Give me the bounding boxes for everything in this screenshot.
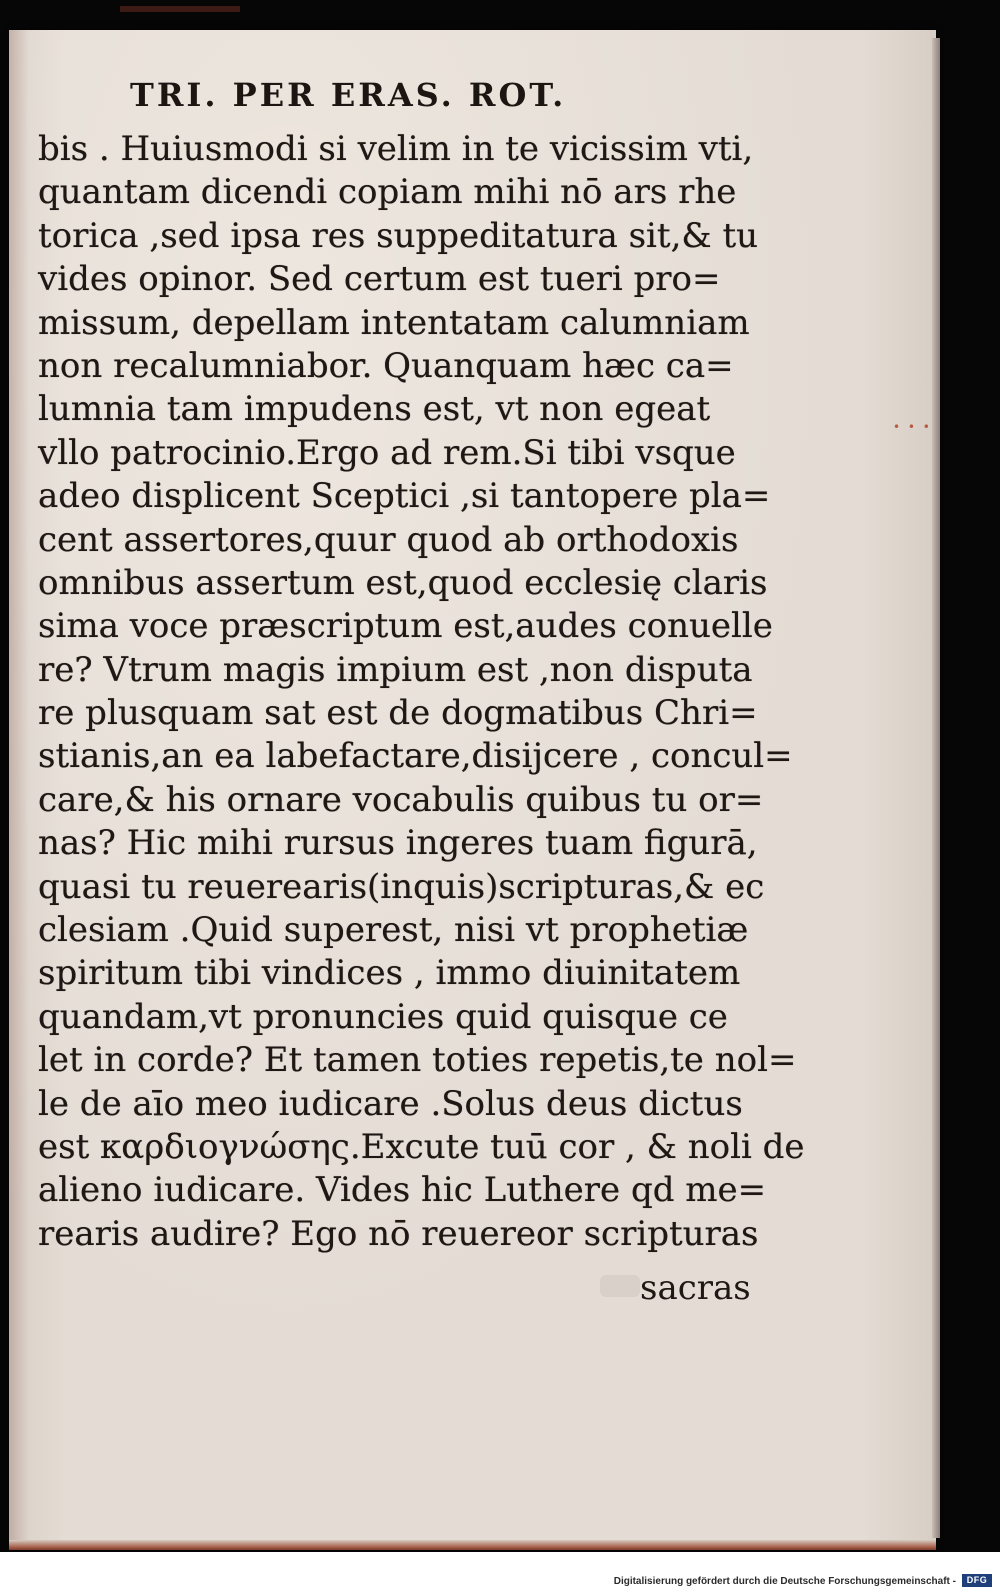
text-line: let in corde? Et tamen toties repetis,te nol= (38, 1040, 797, 1081)
text-line: bis . Huiusmodi si velim in te vicissim vti, (38, 129, 754, 169)
text-line: le de aīo meo iudicare .Solus deus dictus (38, 1083, 743, 1124)
text-line: stianis,an ea labefactare,disijcere , concul= (38, 736, 793, 777)
text-line: quantam dicendi copiam mihi nō ars rhe (38, 172, 737, 213)
catchword: sacras (640, 1268, 751, 1308)
text-line: vides opinor. Sed certum est tueri pro= (38, 259, 721, 300)
margin-dots: • • • (893, 420, 932, 434)
text-line: missum, depellam intentatam calumniam (38, 302, 750, 343)
text-line: alieno iudicare. Vides hic Luthere qd me= (38, 1170, 767, 1211)
text-line: rearis audire? Ego nō reuereor scripturas (38, 1213, 759, 1254)
text-line: nas? Hic mihi rursus ingeres tuam figurā, (38, 823, 758, 864)
text-line: re plusquam sat est de dogmatibus Chri= (38, 693, 758, 734)
text-line: non recalumniabor. Quanquam hæc ca= (38, 345, 734, 386)
page-edge-right (932, 38, 940, 1538)
text-line: spiritum tibi vindices , immo diuinitatem (38, 953, 741, 994)
body-text (38, 128, 805, 1256)
text-line: omnibus assertum est,quod ecclesię claris (38, 562, 768, 603)
ink-bleed-mark (600, 1275, 640, 1297)
text-line: re? Vtrum magis impium est ,non disputa (38, 649, 753, 690)
text-line: torica ,sed ipsa res suppeditatura sit,& tu (38, 215, 759, 256)
text-line: care,& his ornare vocabulis quibus tu or= (38, 779, 764, 820)
text-line: lumnia tam impudens est, vt non egeat (38, 389, 711, 430)
running-head: TRI. PER ERAS. ROT. (130, 76, 567, 114)
footer-bar (0, 1552, 1000, 1590)
dfg-logo-icon: DFG (962, 1574, 992, 1587)
text-line: adeo displicent Sceptici ,si tantopere pla= (38, 476, 771, 517)
text-line: clesiam .Quid superest, nisi vt prophetiæ (38, 910, 749, 951)
scan-edge-mark (120, 6, 240, 12)
text-line: cent assertores,quur quod ab orthodoxis (38, 519, 739, 560)
text-line: quasi tu reuerearis(inquis)scripturas,& ec (38, 866, 765, 907)
page-gutter-shadow (9, 30, 29, 1550)
text-line: vllo patrocinio.Ergo ad rem.Si tibi vsque (38, 432, 736, 473)
text-line: sima voce præscriptum est,audes conuelle (38, 606, 773, 647)
text-line: est καρδιογνώσης.Excute tuū cor , & noli de (38, 1126, 805, 1167)
page-edge-bottom (9, 1540, 936, 1550)
text-line: quandam,vt pronuncies quid quisque ce (38, 996, 728, 1037)
funding-credit: Digitalisierung gefördert durch die Deutsche Forschungsgemeinschaft - (613, 1576, 956, 1587)
